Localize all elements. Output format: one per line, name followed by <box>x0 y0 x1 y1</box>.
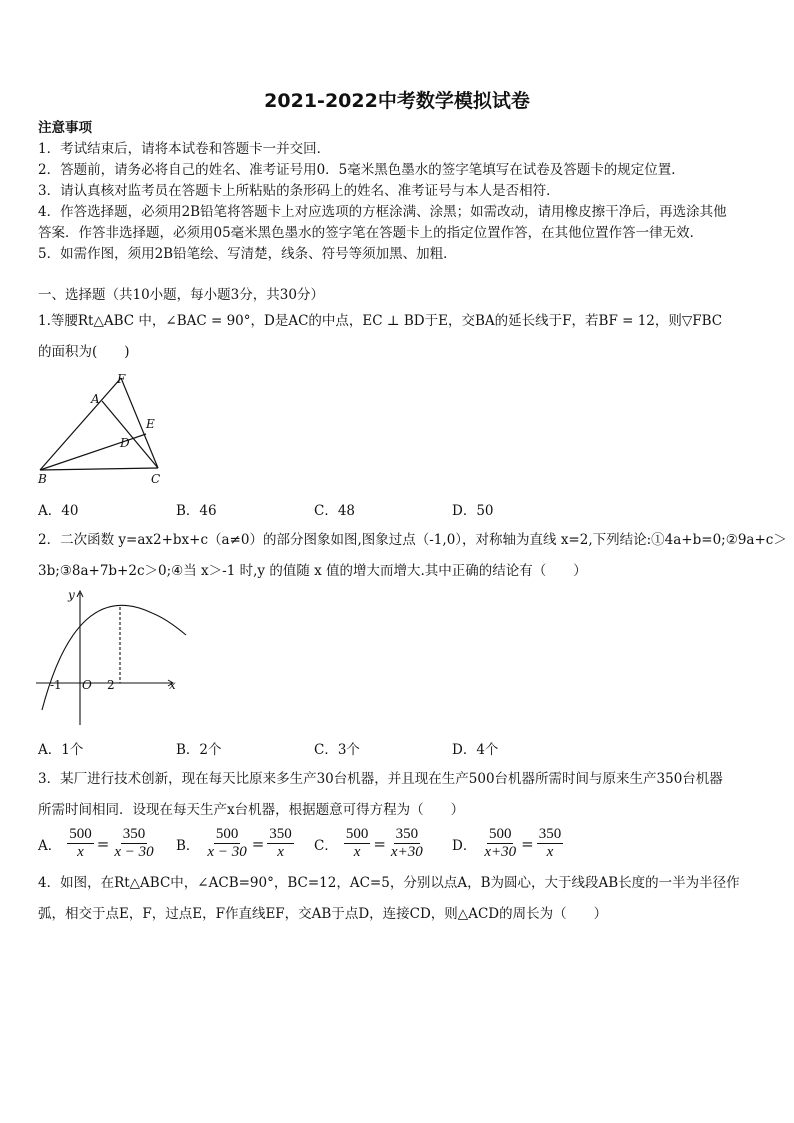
q2-option-b[interactable]: B．2个 <box>176 742 222 758</box>
q1-option-a[interactable]: A．40 <box>38 503 79 519</box>
q3-option-a[interactable]: A． $\frac{500}{x}$ = $\frac{350}{x - 30}$ <box>38 826 154 860</box>
q2-option-a[interactable]: A．1个 <box>38 742 84 758</box>
option-label: B． <box>176 837 200 854</box>
label-B: B <box>38 472 47 486</box>
tick-neg1: -1 <box>50 678 62 692</box>
question-3-text-cont: 所需时间相同．设现在每天生产x台机器，根据题意可得方程为（ ） <box>38 802 465 818</box>
notice-item: 5．如需作图，须用2B铅笔绘、写清楚，线条、符号等须加黑、加粗． <box>38 246 457 262</box>
tick-2: 2 <box>107 678 115 692</box>
notice-item: 答案．作答非选择题，必须用05毫米黑色墨水的签字笔在答题卡上的指定位置作答，在其他位置作答一律无效． <box>38 225 704 241</box>
question-2-text: 2．二次函数 y=ax2+bx+c（a≠0）的部分图象如图,图象过点（-1,0），对称轴为直线 x=2,下列结论:①4a+b=0;②9a+c＞ <box>38 532 787 548</box>
option-label: D． <box>452 837 477 854</box>
q1-triangle-figure <box>30 370 180 490</box>
notice-item: 4．作答选择题，必须用2B铅笔将答题卡上对应选项的方框涂满、涂黑；如需改动，请用橡皮擦干净后，再选涂其他 <box>38 204 727 220</box>
q1-option-c[interactable]: C．48 <box>314 503 356 519</box>
axis-x-label: x <box>169 678 176 692</box>
fraction-left: $\frac{500}{x+30}$ <box>484 826 517 860</box>
question-4-text-cont: 弧，相交于点E，F，过点E，F作直线EF，交AB于点D，连接CD，则△ACD的周长为（ ） <box>38 906 608 922</box>
q1-option-b[interactable]: B．46 <box>176 503 217 519</box>
fraction-right: $\frac{350}{x+30}$ <box>390 826 423 860</box>
axis-y-label: y <box>68 588 75 602</box>
question-1-text: 1.等腰Rt△ABC 中，∠BAC = 90°，D是AC的中点，EC ⊥ BD于E，交BA的延长线于F，若BF = 12，则▽FBC <box>38 313 723 329</box>
label-C: C <box>151 472 161 486</box>
page-title: 2021-2022中考数学模拟试卷 <box>264 90 530 112</box>
fraction-left: $\frac{500}{x}$ <box>69 826 92 860</box>
label-F: F <box>117 372 126 386</box>
fraction-right: $\frac{350}{x}$ <box>538 826 562 860</box>
question-4-text: 4．如图，在Rt△ABC中，∠ACB=90°，BC=12，AC=5，分别以点A，B为圆心，大于线段AB长度的一半为半径作 <box>38 875 740 891</box>
fraction-right: $\frac{350}{x - 30}$ <box>114 826 154 860</box>
q3-option-c[interactable]: C． $\frac{500}{x}$ = $\frac{350}{x+30}$ <box>314 826 423 860</box>
notice-item: 2．答题前，请务必将自己的姓名、准考证号用0．5毫米黑色墨水的签字笔填写在试卷及答题卡的规定位置． <box>38 162 685 178</box>
q2-option-c[interactable]: C．3个 <box>314 742 360 758</box>
notice-item: 1．考试结束后，请将本试卷和答题卡一并交回． <box>38 141 331 157</box>
q3-option-b[interactable]: B． $\frac{500}{x - 30}$ = $\frac{350}{x}$ <box>176 826 292 860</box>
question-3-text: 3．某厂进行技术创新，现在每天比原来多生产30台机器，并且现在生产500台机器所需时间与原来生产350台机器 <box>38 771 723 787</box>
label-A: A <box>91 392 100 406</box>
option-label: C． <box>314 837 338 854</box>
fraction-right: $\frac{350}{x}$ <box>269 826 292 860</box>
q2-parabola-figure <box>32 585 192 730</box>
label-D: D <box>120 436 130 450</box>
fraction-left: $\frac{500}{x - 30}$ <box>207 826 247 860</box>
origin-label: O <box>82 678 92 692</box>
section-heading: 一、选择题（共10小题，每小题3分，共30分） <box>38 287 324 303</box>
q3-option-d[interactable]: D． $\frac{500}{x+30}$ = $\frac{350}{x}$ <box>452 826 562 860</box>
q2-option-d[interactable]: D．4个 <box>452 742 499 758</box>
label-E: E <box>146 417 155 431</box>
fraction-left: $\frac{500}{x}$ <box>345 826 369 860</box>
notice-item: 3．请认真核对监考员在答题卡上所粘贴的条形码上的姓名、准考证号与本人是否相符． <box>38 183 560 199</box>
question-2-text-cont: 3b;③8a+7b+2c＞0;④当 x＞-1 时,y 的值随 x 值的增大而增大.其中正确的结论有（ ） <box>38 563 587 579</box>
notice-heading: 注意事项 <box>38 120 92 136</box>
option-label: A． <box>38 837 62 854</box>
q1-option-d[interactable]: D．50 <box>452 503 494 519</box>
question-1-text-cont: 的面积为( ) <box>38 344 130 360</box>
